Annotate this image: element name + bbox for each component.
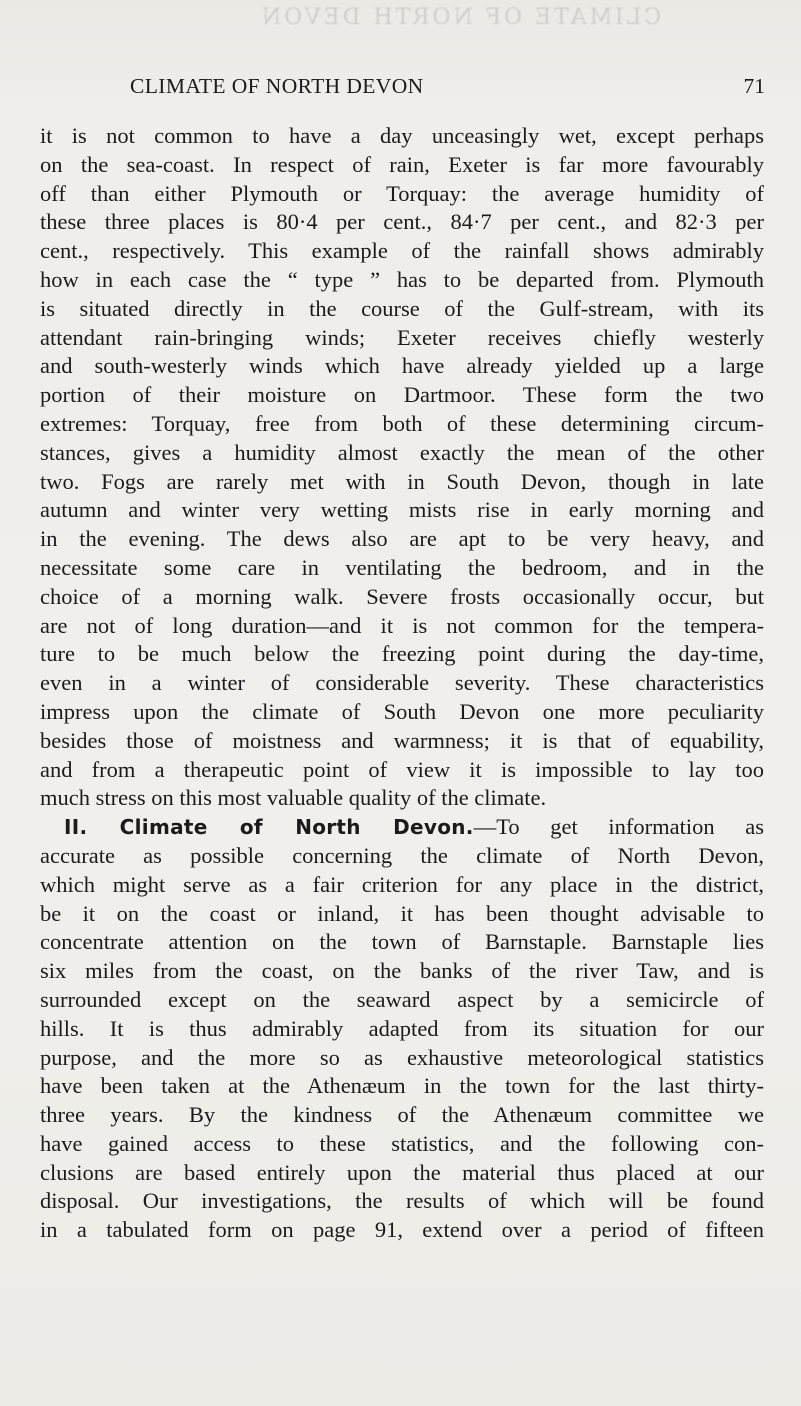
text-line: have gained access to these statistics, and the following con- xyxy=(40,1130,764,1156)
text-line: off than either Plymouth or Torquay: the average humidity of xyxy=(40,180,764,206)
text-line: six miles from the coast, on the banks of the river Taw, and is xyxy=(40,958,764,984)
text-line: ture to be much below the freezing point during the day-time, xyxy=(40,641,764,667)
text-line: necessitate some care in ventilating the bedroom, and in the xyxy=(40,554,764,580)
page-number: 71 xyxy=(743,74,765,98)
text-line: surrounded except on the seaward aspect by a semicircle of xyxy=(40,986,764,1012)
text-line: how in each case the “ type ” has to be departed from. Plymouth xyxy=(40,266,764,292)
text-line: even in a winter of considerable severity. These characteristics xyxy=(40,670,764,696)
text-line: on the sea-coast. In respect of rain, Exeter is far more favourably xyxy=(40,151,764,177)
text-line: are not of long duration—and it is not common for the tempera- xyxy=(40,612,764,638)
paragraph-south-devon xyxy=(40,122,764,813)
text-line: accurate as possible concerning the climate of North Devon, xyxy=(40,842,764,868)
text-line: three years. By the kindness of the Athenæum committee we xyxy=(40,1102,764,1128)
section-heading: II. Climate of North Devon. xyxy=(64,815,474,840)
text-line: and from a therapeutic point of view it is impossible to lay too xyxy=(40,756,764,782)
text-line: in the evening. The dews also are apt to be very heavy, and xyxy=(40,526,764,552)
text-line: cent., respectively. This example of the rainfall shows admirably xyxy=(40,238,764,264)
text-line: extremes: Torquay, free from both of these determining circum- xyxy=(40,410,764,436)
text-line: clusions are based entirely upon the material thus placed at our xyxy=(40,1159,764,1185)
running-head xyxy=(0,74,801,104)
bleed-through-text: CLIMATE OF NORTH DEVON xyxy=(258,5,662,30)
section-heading-line xyxy=(40,813,764,842)
paragraph-north-devon xyxy=(40,813,764,1245)
text-line: purpose, and the more so as exhaustive meteorological statistics xyxy=(40,1044,764,1070)
text-line: stances, gives a humidity almost exactly the mean of the other xyxy=(40,439,764,465)
text-line: hills. It is thus admirably adapted from its situation for our xyxy=(40,1015,764,1041)
section-heading-continuation: —To get information as xyxy=(473,814,764,840)
body-text xyxy=(40,122,764,1245)
text-line: much stress on this most valuable quality of the climate. xyxy=(40,785,547,811)
text-line: these three places is 80·4 per cent., 84·7 per cent., and 82·3 per xyxy=(40,209,764,235)
text-line: portion of their moisture on Dartmoor. These form the two xyxy=(40,382,764,408)
text-line: it is not common to have a day unceasingly wet, except perhaps xyxy=(40,123,764,148)
text-line: disposal. Our investigations, the results of which will be found xyxy=(40,1188,764,1214)
text-line: which might serve as a fair criterion for any place in the district, xyxy=(40,871,764,897)
text-line: impress upon the climate of South Devon one more peculiarity xyxy=(40,698,764,724)
text-line: concentrate attention on the town of Barnstaple. Barnstaple lies xyxy=(40,929,764,955)
text-line: have been taken at the Athenæum in the town for the last thirty- xyxy=(40,1073,764,1099)
text-line: is situated directly in the course of the Gulf-stream, with its xyxy=(40,295,764,321)
text-line: be it on the coast or inland, it has been thought advisable to xyxy=(40,900,764,926)
text-line: besides those of moistness and warmness; it is that of equability, xyxy=(40,727,764,753)
running-head-title: CLIMATE OF NORTH DEVON xyxy=(130,74,424,98)
text-line: two. Fogs are rarely met with in South Devon, though in late xyxy=(40,468,764,494)
text-line: in a tabulated form on page 91, extend over a period of fifteen xyxy=(40,1217,764,1243)
text-line: autumn and winter very wetting mists rise in early morning and xyxy=(40,497,764,523)
text-line: attendant rain-bringing winds; Exeter receives chiefly westerly xyxy=(40,324,764,350)
text-line: choice of a morning walk. Severe frosts occasionally occur, but xyxy=(40,583,764,609)
text-line: and south-westerly winds which have already yielded up a large xyxy=(40,353,764,379)
